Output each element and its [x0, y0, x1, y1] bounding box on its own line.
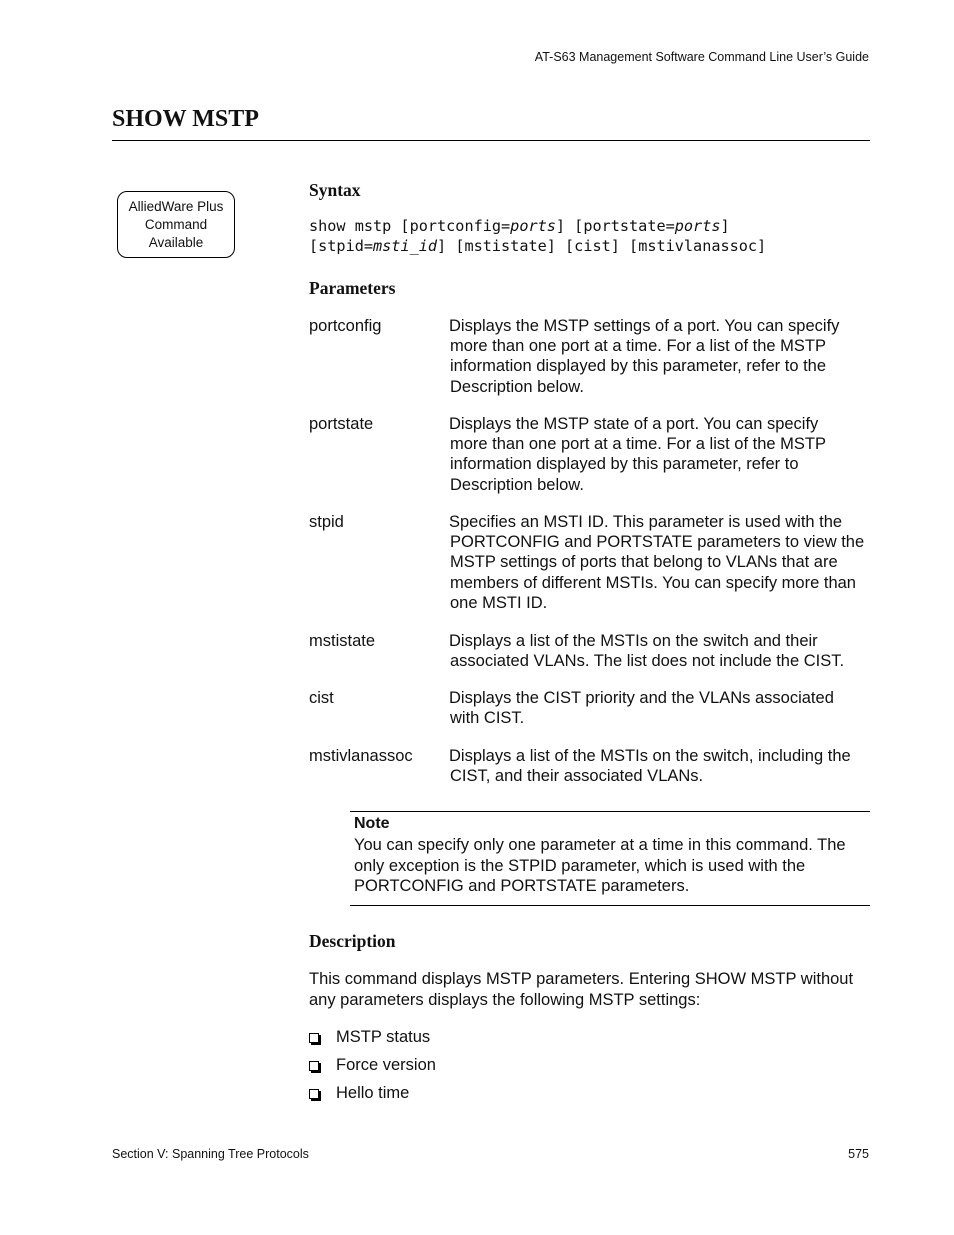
syntax-line-1: show mstp [portconfig=ports] [portstate=ports]	[309, 217, 730, 235]
checkbox-bullet-icon	[309, 1089, 319, 1099]
param-desc-cist: Displays the CIST priority and the VLANs associated with CIST.	[449, 689, 834, 728]
badge-line-3: Available	[148, 234, 204, 250]
note-bottom-rule	[350, 905, 870, 906]
param-desc-portstate: Displays the MSTP state of a port. You can specify more than one port at a time. For a list of the MSTP information displayed by this parameter, refer to Description below.	[449, 415, 826, 494]
checkbox-bullet-icon	[309, 1033, 319, 1043]
alliedware-availability-badge	[117, 191, 235, 258]
param-name-stpid: stpid	[309, 513, 344, 531]
param-desc-mstivlanassoc: Displays a list of the MSTIs on the switch, including the CIST, and their associated VLANs.	[449, 747, 851, 786]
param-desc-stpid: Specifies an MSTI ID. This parameter is used with the PORTCONFIG and PORTSTATE parameters to view the MSTP settings of ports that belong to VLANs that are members of different MSTIs. You can specify more than one MSTI ID.	[449, 513, 865, 612]
param-name-mstivlanassoc: mstivlanassoc	[309, 747, 413, 765]
footer-section: Section V: Spanning Tree Protocols	[112, 1147, 309, 1161]
parameters-heading: Parameters	[309, 278, 396, 298]
list-item: Hello time	[309, 1083, 409, 1103]
badge-line-1: AlliedWare Plus	[128, 198, 224, 214]
note-label: Note	[354, 815, 390, 832]
note-text: You can specify only one parameter at a time in this command. The only exception is the STPID parameter, which is used with the PORTCONFIG and PORTSTATE parameters.	[354, 836, 846, 896]
badge-line-2: Command	[144, 216, 208, 232]
syntax-heading: Syntax	[309, 180, 361, 200]
checkbox-bullet-icon	[309, 1061, 319, 1071]
footer-page-number: 575	[848, 1147, 869, 1161]
syntax-code	[309, 216, 766, 256]
description-heading: Description	[309, 931, 396, 951]
page-title: SHOW MSTP	[112, 106, 259, 132]
param-name-cist: cist	[309, 689, 334, 707]
param-name-mstistate: mstistate	[309, 632, 376, 650]
note-top-rule	[350, 811, 870, 812]
description-text: This command displays MSTP parameters. Entering SHOW MSTP without any parameters displays the following MSTP settings:	[309, 970, 854, 1009]
list-item: Force version	[309, 1055, 436, 1075]
param-name-portconfig: portconfig	[309, 317, 382, 335]
param-name-portstate: portstate	[309, 415, 374, 433]
title-divider	[112, 140, 870, 141]
param-desc-mstistate: Displays a list of the MSTIs on the switch and their associated VLANs. The list does not include the CIST.	[449, 632, 845, 671]
list-item: MSTP status	[309, 1027, 430, 1047]
running-header: AT-S63 Management Software Command Line User’s Guide	[534, 50, 869, 64]
param-desc-portconfig: Displays the MSTP settings of a port. You can specify more than one port at a time. For a list of the MSTP information displayed by this parameter, refer to the Description below.	[449, 317, 840, 396]
syntax-line-2: [stpid=msti_id] [mstistate] [cist] [mstivlanassoc]	[309, 237, 767, 255]
